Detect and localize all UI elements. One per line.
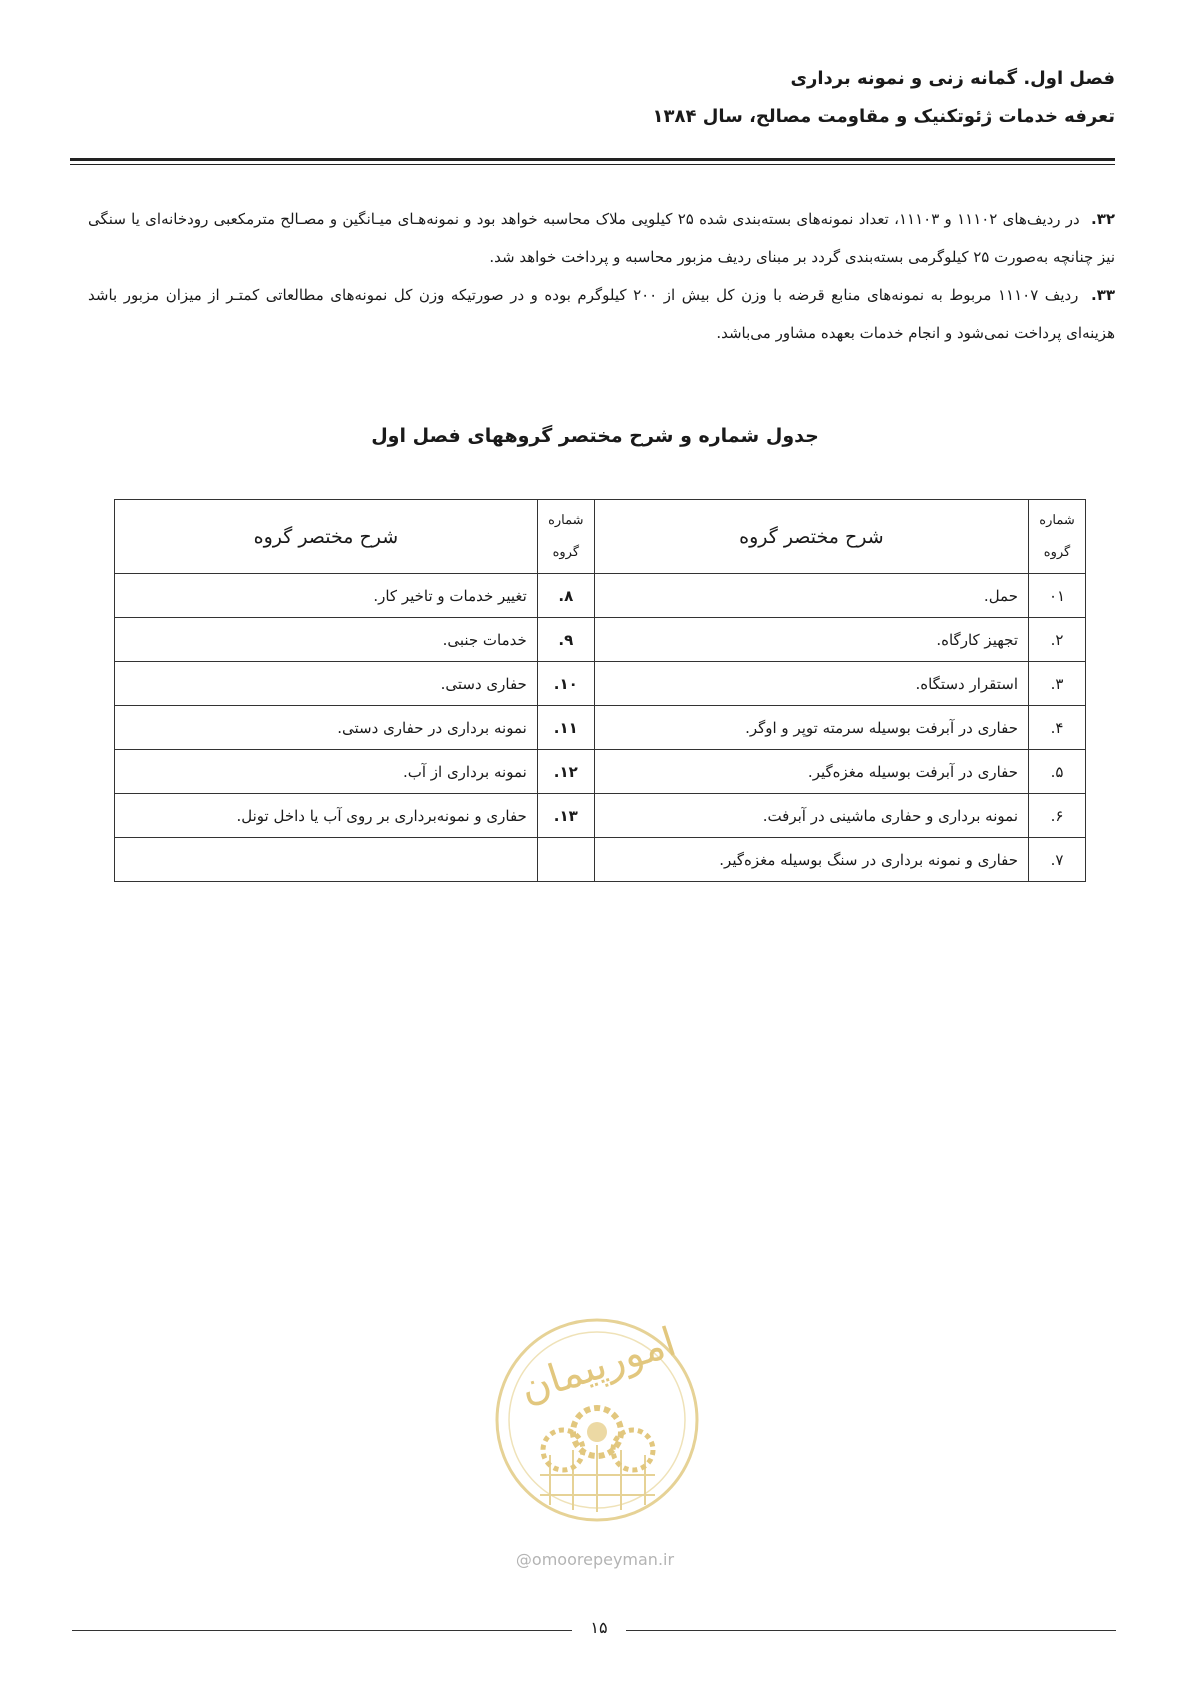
table-header-row	[115, 500, 1086, 574]
group-number: ۱۳.	[537, 794, 594, 838]
group-description: تجهیز کارگاه.	[594, 618, 1028, 662]
group-description: حفاری در آبرفت بوسیله سرمته توپر و اوگر.	[594, 706, 1028, 750]
note-number: ۳۲.	[1091, 210, 1116, 228]
group-description: نمونه برداری در حفاری دستی.	[115, 706, 538, 750]
header-rule-thin	[70, 164, 1115, 165]
group-number: ۲.	[1029, 618, 1086, 662]
group-description: حمل.	[594, 574, 1028, 618]
watermark-website: @omoorepeyman.ir	[515, 1550, 675, 1569]
group-description: حفاری و نمونه‌برداری بر روی آب یا داخل تونل.	[115, 794, 538, 838]
watermark-logo-text: امورپیمان	[514, 1318, 682, 1413]
group-description: حفاری دستی.	[115, 662, 538, 706]
table-row	[115, 618, 1086, 662]
watermark-logo	[490, 1300, 705, 1560]
table-row	[115, 750, 1086, 794]
table-row	[115, 662, 1086, 706]
page-number: ۱۵	[590, 1618, 608, 1637]
group-description: نمونه برداری از آب.	[115, 750, 538, 794]
document-title: تعرفه خدمات ژئوتکنیک و مقاومت مصالح، سال ۱۳۸۴	[652, 106, 1115, 127]
group-description: نمونه برداری و حفاری ماشینی در آبرفت.	[594, 794, 1028, 838]
page-header	[653, 60, 1115, 136]
header-group-description: شرح مختصر گروه	[115, 500, 538, 574]
group-description: استقرار دستگاه.	[594, 662, 1028, 706]
group-description: خدمات جنبی.	[115, 618, 538, 662]
table-title: جدول شماره و شرح مختصر گروههای فصل اول	[371, 425, 819, 447]
group-number: ۱۲.	[537, 750, 594, 794]
group-number: ۵.	[1029, 750, 1086, 794]
group-description	[115, 838, 538, 882]
header-group-number: شماره گروه	[537, 500, 594, 574]
group-number: ۷.	[1029, 838, 1086, 882]
group-number: ۱۰.	[537, 662, 594, 706]
footer-rule	[72, 1630, 572, 1631]
table-row	[115, 706, 1086, 750]
note-text: در ردیف‌های ۱۱۱۰۲ و ۱۱۱۰۳، تعداد نمونه‌های بسته‌بندی شده ۲۵ کیلویی ملاک محاسبه خواهد بود و نمونه‌هـای میـانگین و مصـالح مترمکعبی رودخانه‌ای یا سنگی نیز چنانچه به‌صورت ۲۵ کیلوگرمی بسته‌بندی گردد بر مبنای ردیف مزبور محاسبه و پرداخت خواهد شد.	[88, 210, 1115, 266]
table-row	[115, 838, 1086, 882]
note-33	[88, 276, 1115, 352]
group-number: ۰۱	[1029, 574, 1086, 618]
group-description: تغییر خدمات و تاخیر کار.	[115, 574, 538, 618]
header-rule-thick	[70, 158, 1115, 161]
groups-table	[114, 499, 1086, 882]
note-text: ردیف ۱۱۱۰۷ مربوط به نمونه‌های منابع قرضه با وزن کل بیش از ۲۰۰ کیلوگرم بوده و در صورتیکه وزن کل نمونه‌های مطالعاتی کمتـر از میزان مزبور باشد هزینه‌ای پرداخت نمی‌شود و انجام خدمات بعهده مشاور می‌باشد.	[88, 286, 1115, 342]
note-number: ۳۳.	[1090, 286, 1115, 304]
chapter-title: فصل اول. گمانه زنی و نمونه برداری	[790, 68, 1115, 89]
group-number: ۳.	[1029, 662, 1086, 706]
group-number: ۱۱.	[537, 706, 594, 750]
group-number: ۴.	[1029, 706, 1086, 750]
note-32	[88, 200, 1115, 276]
header-group-number: شماره گروه	[1029, 500, 1086, 574]
header-group-description: شرح مختصر گروه	[594, 500, 1028, 574]
group-number: ۶.	[1029, 794, 1086, 838]
group-number: ۹.	[537, 618, 594, 662]
table-row	[115, 794, 1086, 838]
table-row	[115, 574, 1086, 618]
group-number: ۸.	[537, 574, 594, 618]
group-description: حفاری در آبرفت بوسیله مغزه‌گیر.	[594, 750, 1028, 794]
group-number	[537, 838, 594, 882]
group-description: حفاری و نمونه برداری در سنگ بوسیله مغزه‌گیر.	[594, 838, 1028, 882]
notes-section	[88, 200, 1115, 352]
footer-rule	[626, 1630, 1116, 1631]
